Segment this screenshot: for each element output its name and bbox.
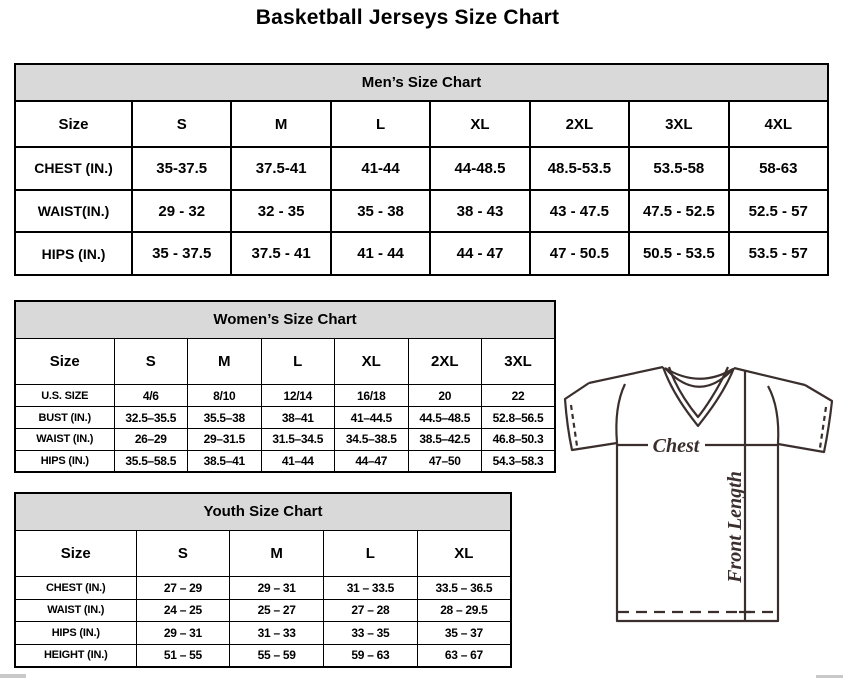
value-cell: 26–29 — [114, 428, 188, 450]
value-cell: 29 – 31 — [136, 622, 230, 645]
size-col-header: M — [231, 101, 330, 147]
value-cell: 25 – 27 — [230, 599, 324, 622]
value-cell: 44–47 — [335, 450, 409, 472]
size-col-header: M — [188, 338, 262, 385]
value-cell: 38.5–42.5 — [408, 428, 482, 450]
value-cell: 44.5–48.5 — [408, 407, 482, 429]
size-col-header: 3XL — [482, 338, 556, 385]
mens-size-table — [14, 63, 829, 276]
size-col-header: XL — [430, 101, 529, 147]
row-label: WAIST (IN.) — [15, 428, 114, 450]
value-cell: 29 - 32 — [132, 190, 231, 233]
row-label: CHEST (IN.) — [15, 576, 136, 599]
value-cell: 35 - 37.5 — [132, 232, 231, 275]
value-cell: 53.5 - 57 — [729, 232, 828, 275]
value-cell: 27 – 29 — [136, 576, 230, 599]
size-col-header: S — [132, 101, 231, 147]
value-cell: 43 - 47.5 — [530, 190, 629, 233]
left-cuff-dashed-line — [571, 405, 577, 446]
value-cell: 37.5-41 — [231, 147, 330, 190]
value-cell: 59 – 63 — [324, 644, 418, 667]
row-label: BUST (IN.) — [15, 407, 114, 429]
value-cell: 16/18 — [335, 385, 409, 407]
chest-label: Chest — [652, 435, 700, 457]
value-cell: 20 — [408, 385, 482, 407]
value-cell: 34.5–38.5 — [335, 428, 409, 450]
value-cell: 50.5 - 53.5 — [629, 232, 728, 275]
row-label: HEIGHT (IN.) — [15, 644, 136, 667]
row-label: HIPS (IN.) — [15, 622, 136, 645]
jersey-measurement-diagram — [555, 355, 843, 670]
row-label: WAIST (IN.) — [15, 599, 136, 622]
value-cell: 35-37.5 — [132, 147, 231, 190]
size-col-header: M — [230, 530, 324, 576]
row-label: HIPS (IN.) — [15, 450, 114, 472]
value-cell: 51 – 55 — [136, 644, 230, 667]
measurement-lines — [617, 370, 778, 620]
value-cell: 44 - 47 — [430, 232, 529, 275]
value-cell: 44-48.5 — [430, 147, 529, 190]
page-title: Basketball Jerseys Size Chart — [255, 6, 560, 29]
value-cell: 33.5 – 36.5 — [417, 576, 511, 599]
value-cell: 4/6 — [114, 385, 188, 407]
size-header: Size — [15, 338, 114, 385]
value-cell: 27 – 28 — [324, 599, 418, 622]
value-cell: 38 - 43 — [430, 190, 529, 233]
size-col-header: XL — [417, 530, 511, 576]
value-cell: 29 – 31 — [230, 576, 324, 599]
value-cell: 41–44 — [261, 450, 335, 472]
value-cell: 35.5–58.5 — [114, 450, 188, 472]
value-cell: 41-44 — [331, 147, 430, 190]
size-col-header: 2XL — [530, 101, 629, 147]
size-col-header: 4XL — [729, 101, 828, 147]
youth-table-title: Youth Size Chart — [15, 493, 511, 530]
value-cell: 47.5 - 52.5 — [629, 190, 728, 233]
value-cell: 55 – 59 — [230, 644, 324, 667]
size-col-header: L — [324, 530, 418, 576]
row-label: CHEST (IN.) — [15, 147, 132, 190]
value-cell: 28 – 29.5 — [417, 599, 511, 622]
value-cell: 35 - 38 — [331, 190, 430, 233]
size-col-header: 2XL — [408, 338, 482, 385]
value-cell: 32.5–35.5 — [114, 407, 188, 429]
value-cell: 41–44.5 — [335, 407, 409, 429]
value-cell: 46.8–50.3 — [482, 428, 556, 450]
value-cell: 47 - 50.5 — [530, 232, 629, 275]
value-cell: 32 - 35 — [231, 190, 330, 233]
size-header: Size — [15, 101, 132, 147]
value-cell: 52.5 - 57 — [729, 190, 828, 233]
size-col-header: S — [136, 530, 230, 576]
womens-size-table — [14, 300, 556, 473]
value-cell: 48.5-53.5 — [530, 147, 629, 190]
value-cell: 35 – 37 — [417, 622, 511, 645]
value-cell: 35.5–38 — [188, 407, 262, 429]
value-cell: 24 – 25 — [136, 599, 230, 622]
size-header: Size — [15, 530, 136, 576]
value-cell: 29–31.5 — [188, 428, 262, 450]
size-col-header: L — [331, 101, 430, 147]
size-col-header: S — [114, 338, 188, 385]
value-cell: 54.3–58.3 — [482, 450, 556, 472]
value-cell: 31 – 33 — [230, 622, 324, 645]
row-label: WAIST(IN.) — [15, 190, 132, 233]
row-label: HIPS (IN.) — [15, 232, 132, 275]
value-cell: 58-63 — [729, 147, 828, 190]
value-cell: 31.5–34.5 — [261, 428, 335, 450]
value-cell: 63 – 67 — [417, 644, 511, 667]
value-cell: 41 - 44 — [331, 232, 430, 275]
value-cell: 12/14 — [261, 385, 335, 407]
front-length-label: Front Length — [724, 471, 746, 583]
value-cell: 31 – 33.5 — [324, 576, 418, 599]
value-cell: 53.5-58 — [629, 147, 728, 190]
h-scrollbar-fragment-left[interactable] — [0, 674, 26, 678]
value-cell: 22 — [482, 385, 556, 407]
size-col-header: XL — [335, 338, 409, 385]
youth-size-table — [14, 492, 512, 668]
value-cell: 38.5–41 — [188, 450, 262, 472]
womens-table-title: Women’s Size Chart — [15, 301, 555, 338]
size-col-header: L — [261, 338, 335, 385]
value-cell: 37.5 - 41 — [231, 232, 330, 275]
mens-table-title: Men’s Size Chart — [15, 64, 828, 101]
size-col-header: 3XL — [629, 101, 728, 147]
row-label: U.S. SIZE — [15, 385, 114, 407]
value-cell: 52.8–56.5 — [482, 407, 556, 429]
value-cell: 47–50 — [408, 450, 482, 472]
value-cell: 33 – 35 — [324, 622, 418, 645]
value-cell: 38–41 — [261, 407, 335, 429]
value-cell: 8/10 — [188, 385, 262, 407]
h-scrollbar-fragment-right[interactable] — [816, 675, 843, 678]
jersey-outline — [565, 367, 832, 621]
